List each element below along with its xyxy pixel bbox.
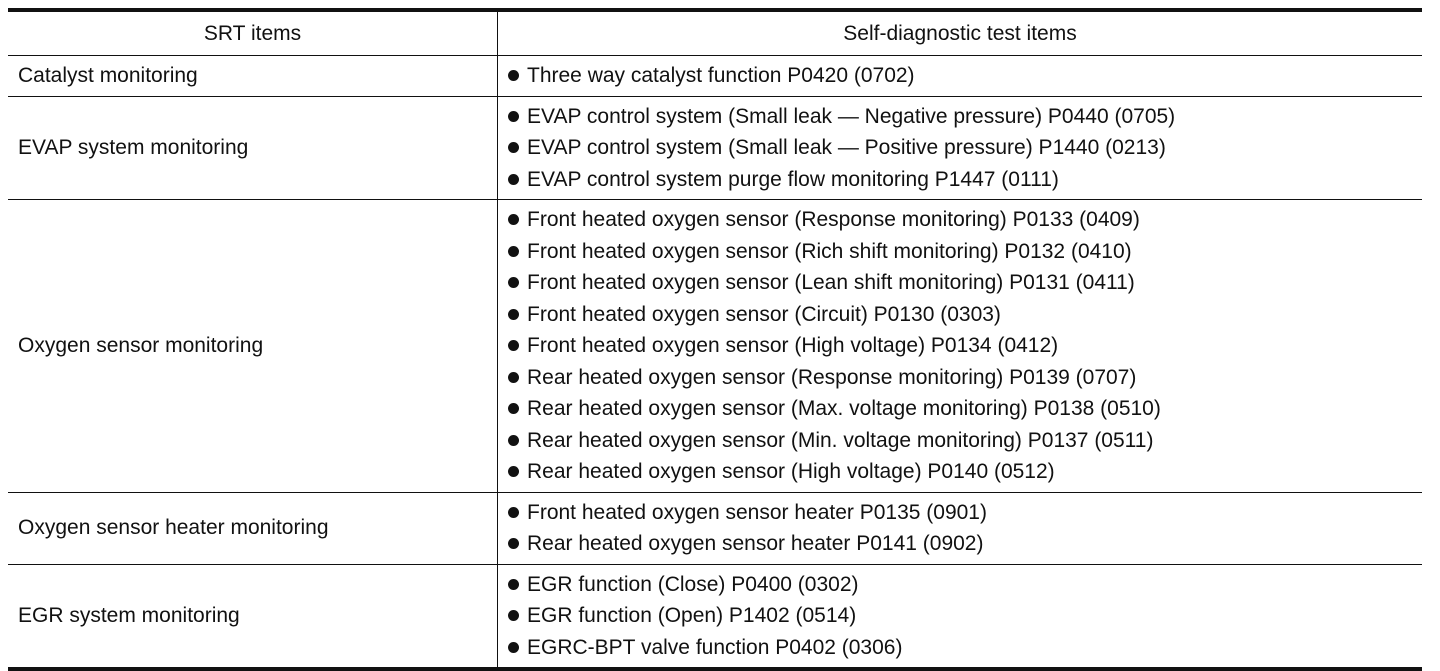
table-row	[8, 200, 1422, 493]
header-srt-items: SRT items	[8, 12, 498, 55]
bullet-icon	[508, 403, 519, 414]
test-item	[508, 101, 1422, 133]
bullet-icon	[508, 309, 519, 320]
test-item	[508, 132, 1422, 164]
test-item-label: Rear heated oxygen sensor (Response monitoring) P0139 (0707)	[527, 365, 1137, 389]
test-items-cell	[498, 565, 1422, 668]
bullet-icon	[508, 142, 519, 153]
header-self-diagnostic-test-items: Self-diagnostic test items	[843, 21, 1077, 45]
test-item	[508, 330, 1422, 362]
test-items-cell	[498, 97, 1422, 200]
test-item-label: Three way catalyst function P0420 (0702)	[527, 64, 915, 87]
test-items-cell	[498, 56, 1422, 96]
test-item-label: Rear heated oxygen sensor (Min. voltage monitoring) P0137 (0511)	[527, 428, 1154, 452]
bullet-icon	[508, 340, 519, 351]
bullet-icon	[508, 174, 519, 185]
bullet-icon	[508, 214, 519, 225]
test-item	[508, 362, 1422, 394]
srt-item-cell: EVAP system monitoring	[8, 97, 498, 200]
table-body	[8, 56, 1422, 667]
test-item-label: Front heated oxygen sensor (Lean shift monitoring) P0131 (0411)	[527, 271, 1135, 294]
test-item-label: Rear heated oxygen sensor (High voltage) P0140 (0512)	[527, 460, 1055, 483]
bullet-icon	[508, 642, 519, 653]
table-row	[8, 97, 1422, 201]
test-item-label: EGRC-BPT valve function P0402 (0306)	[527, 635, 903, 659]
test-item	[508, 267, 1422, 299]
test-item-label: EVAP control system purge flow monitoring P1447 (0111)	[527, 167, 1059, 191]
bullet-icon	[508, 538, 519, 549]
srt-item-cell: Oxygen sensor monitoring	[8, 200, 498, 492]
bullet-icon	[508, 372, 519, 383]
bullet-icon	[508, 610, 519, 621]
test-item-label: Front heated oxygen sensor (Rich shift monitoring) P0132 (0410)	[527, 239, 1132, 263]
test-item-label: EGR function (Close) P0400 (0302)	[527, 572, 859, 596]
test-items-cell	[498, 200, 1422, 492]
srt-item-cell: Oxygen sensor heater monitoring	[8, 493, 498, 564]
table-row	[8, 56, 1422, 97]
test-item-label: Rear heated oxygen sensor (Max. voltage monitoring) P0138 (0510)	[527, 397, 1161, 420]
test-item	[508, 456, 1422, 488]
test-item	[508, 60, 1422, 92]
bullet-icon	[508, 579, 519, 590]
test-item	[508, 425, 1422, 457]
srt-item-cell: EGR system monitoring	[8, 565, 498, 668]
test-item-label: EVAP control system (Small leak — Positive pressure) P1440 (0213)	[527, 136, 1166, 159]
bullet-icon	[508, 277, 519, 288]
bullet-icon	[508, 246, 519, 257]
bullet-icon	[508, 507, 519, 518]
test-item	[508, 204, 1422, 236]
table-row	[8, 565, 1422, 668]
test-item-label: Front heated oxygen sensor (Response monitoring) P0133 (0409)	[527, 208, 1140, 231]
test-item-label: EVAP control system (Small leak — Negative pressure) P0440 (0705)	[527, 104, 1176, 128]
test-item	[508, 569, 1422, 601]
test-item	[508, 600, 1422, 632]
test-items-cell	[498, 493, 1422, 564]
test-item	[508, 236, 1422, 268]
srt-item-cell: Catalyst monitoring	[8, 56, 498, 96]
bullet-icon	[508, 435, 519, 446]
test-item-label: EGR function (Open) P1402 (0514)	[527, 604, 857, 627]
test-item	[508, 393, 1422, 425]
bullet-icon	[508, 70, 519, 81]
test-item-label: Front heated oxygen sensor (High voltage) P0134 (0412)	[527, 334, 1059, 357]
table-row	[8, 493, 1422, 565]
test-item	[508, 497, 1422, 529]
test-item	[508, 528, 1422, 560]
bullet-icon	[508, 111, 519, 122]
test-item-label: Front heated oxygen sensor heater P0135 (0901)	[527, 500, 987, 524]
test-item-label: Front heated oxygen sensor (Circuit) P0130 (0303)	[527, 302, 1001, 326]
table-header-row	[8, 12, 1422, 56]
srt-table	[8, 8, 1422, 671]
bullet-icon	[508, 466, 519, 477]
test-item-label: Rear heated oxygen sensor heater P0141 (0902)	[527, 532, 984, 555]
test-item	[508, 164, 1422, 196]
test-item	[508, 632, 1422, 664]
test-item	[508, 299, 1422, 331]
